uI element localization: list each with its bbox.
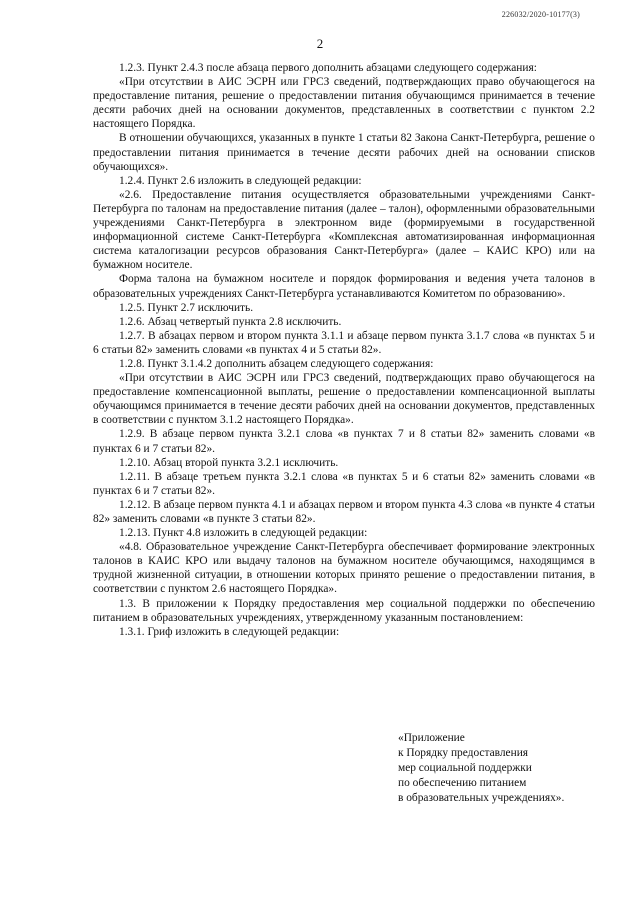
appendix-line: к Порядку предоставления [398, 747, 529, 759]
paragraph-quote-3-1-4-2: «При отсутствии в АИС ЭСРН или ГРСЗ сведений, подтверждающих право обучающегося на предоставление компенсационной выплаты, решение о предоставлении компенсационной выплаты обучающимся принимается в течение десяти рабочих дней на основании документов, представленных в соответствии с пунктом 3.1.2 настоящего Порядка». [93, 372, 595, 427]
paragraph-1-2-10: 1.2.10. Абзац второй пункта 3.2.1 исключить. [119, 456, 339, 469]
paragraph-quote-4-8: «4.8. Образовательное учреждение Санкт-Петербурга обеспечивает формирование электронных талонов в КАИС КРО или выдачу талонов на бумажном носителе обучающимся, находящимся в трудной жизненной ситуации, в отношении которых принято решение о предоставлении питания, в соответствии с пунктом 2.6 настоящего Порядка». [93, 541, 595, 596]
paragraph-1-2-9: 1.2.9. В абзаце первом пункта 3.2.1 слова «в пунктах 7 и 8 статьи 82» заменить словами «в пунктах 6 и 7 статьи 82». [93, 428, 595, 455]
appendix-line: в образовательных учреждениях». [398, 792, 565, 804]
paragraph-1-3: 1.3. В приложении к Порядку предоставления мер социальной поддержки по обеспечению питанием в образовательных учреждениях, утвержденному указанным постановлением: [93, 597, 595, 624]
appendix-line: «Приложение [398, 732, 465, 744]
paragraph-1-3-1: 1.3.1. Гриф изложить в следующей редакции: [119, 625, 340, 638]
paragraph-1-2-13: 1.2.13. Пункт 4.8 изложить в следующей редакции: [119, 527, 368, 540]
appendix-line: по обеспечению питанием [398, 777, 527, 789]
document-body [93, 61, 595, 639]
paragraph-quote-2-4-3-b: В отношении обучающихся, указанных в пункте 1 статьи 82 Закона Санкт-Петербурга, решение о предоставлении питания принимается в течение десяти рабочих дней на основании списков обучающихся». [93, 132, 595, 173]
paragraph-1-2-12: 1.2.12. В абзаце первом пункта 4.1 и абзацах первом и втором пункта 4.3 слова «в пункте 4 статьи 82» заменить словами «в пункте 3 статьи 82». [93, 498, 595, 525]
page-number: 2 [316, 36, 324, 51]
appendix-line: мер социальной поддержки [398, 762, 532, 774]
paragraph-1-2-11: 1.2.11. В абзаце третьем пункта 3.2.1 слова «в пунктах 5 и 6 статьи 82» заменить словами «в пунктах 6 и 7 статьи 82». [93, 470, 595, 497]
paragraph-1-2-4: 1.2.4. Пункт 2.6 изложить в следующей редакции: [119, 174, 362, 187]
paragraph-1-2-8: 1.2.8. Пункт 3.1.4.2 дополнить абзацем следующего содержания: [119, 357, 434, 370]
paragraph-1-2-5: 1.2.5. Пункт 2.7 исключить. [119, 301, 254, 314]
paragraph-1-2-7: 1.2.7. В абзацах первом и втором пункта 3.1.1 и абзаце первом пункта 3.1.7 слова «в пунктах 5 и 6 статьи 82» заменить словами «в пунктах 4 и 5 статьи 82». [93, 329, 595, 356]
paragraph-ticket-form: Форма талона на бумажном носителе и порядок формирования и ведения учета талонов в образовательных учреждениях Санкт-Петербурга устанавливаются Комитетом по образованию». [93, 273, 595, 300]
paragraph-quote-2-4-3-a: «При отсутствии в АИС ЭСРН или ГРСЗ сведений, подтверждающих право обучающегося на предоставление питания, решение о предоставлении питания обучающимся принимается в течение десяти рабочих дней на основании документов, представленных в соответствии с пунктом 2.2 настоящего Порядка. [93, 76, 595, 131]
appendix-stamp [398, 731, 628, 806]
document-code: 226032/2020-10177(3) [501, 10, 580, 19]
paragraph-quote-2-6: «2.6. Предоставление питания осуществляется образовательными учреждениями Санкт-Петербурга по талонам на предоставление питания (далее – талон), оформленными образовательными учреждениями Санкт-Петербурга в электронном виде (формируемыми в государственной информационной системе Санкт-Петербурга «Комплексная автоматизированная информационная система каталогизации ресурсов образования Санкт-Петербурга» (далее – КАИС КРО) или на бумажном носителе. [93, 188, 595, 272]
paragraph-1-2-6: 1.2.6. Абзац четвертый пункта 2.8 исключить. [119, 315, 342, 328]
paragraph-1-2-3: 1.2.3. Пункт 2.4.3 после абзаца первого дополнить абзацами следующего содержания: [119, 62, 537, 74]
